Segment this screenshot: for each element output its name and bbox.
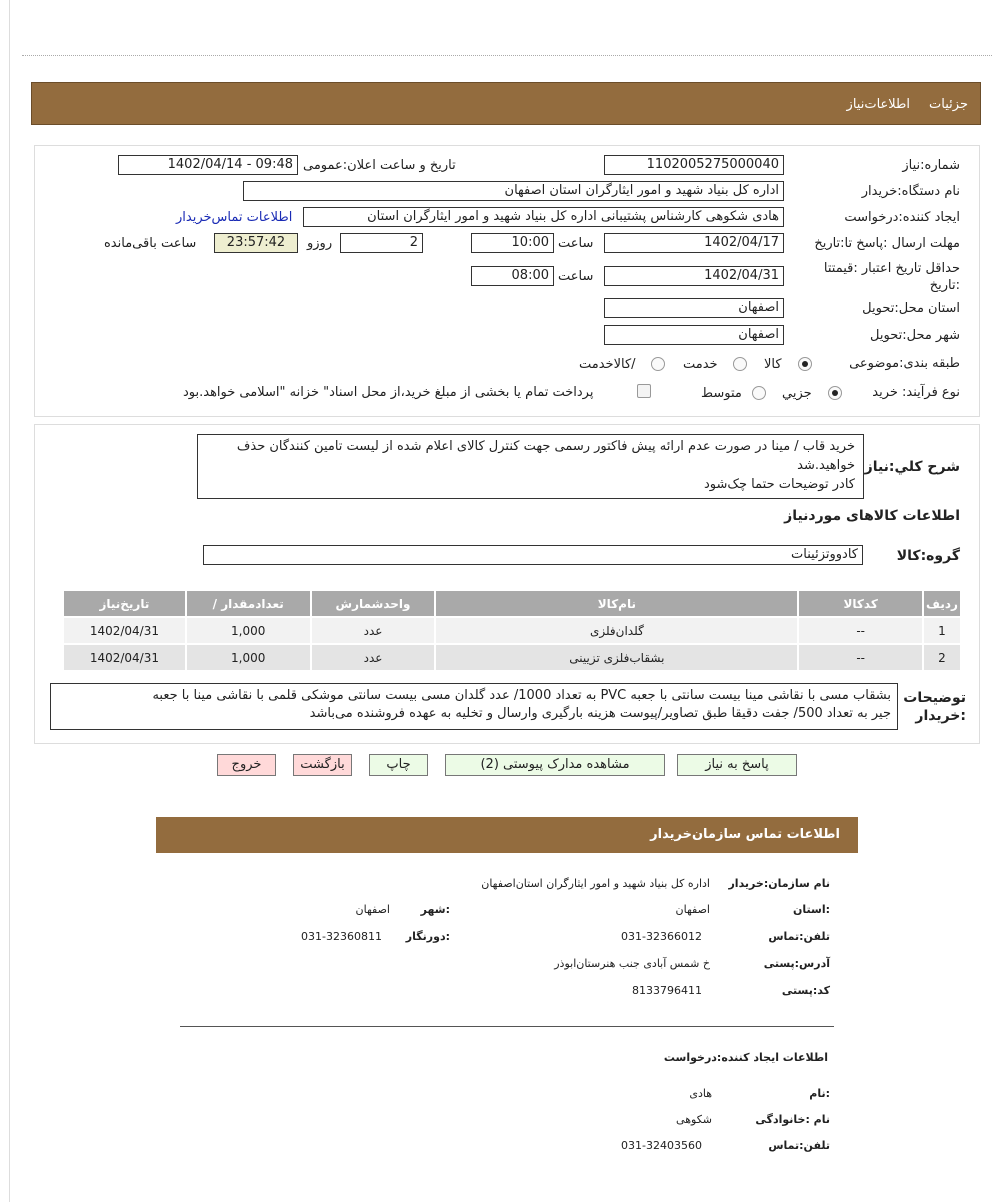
creator-label: ایجاد کننده:درخواست	[844, 210, 960, 225]
province-field: اصفهان	[604, 298, 784, 318]
creator-family-value: شکوهی	[676, 1113, 712, 1126]
category-radio-goods-service[interactable]	[651, 357, 665, 371]
remaining-timer: 23:57:42	[214, 233, 298, 253]
contact-province-label: :استان	[793, 903, 830, 916]
validity-label-line2: :تاریخ	[929, 278, 960, 293]
process-option-medium: متوسط	[701, 386, 742, 401]
contact-fax-value: 031-32360811	[301, 930, 382, 943]
deadline-time-label: ساعت	[558, 236, 594, 251]
view-attachments-button[interactable]: مشاهده مدارک پیوستی (2)	[445, 754, 665, 776]
goods-group-field: کادووتزئینات	[203, 545, 863, 565]
goods-group-label: گروه:کالا	[896, 548, 960, 564]
creator-field: هادی شکوهی کارشناس پشتیبانی اداره کل بنیاد شهید و امور ایثارگران استان	[303, 207, 784, 227]
reply-button[interactable]: پاسخ به نیاز	[677, 754, 797, 776]
deadline-date-field: 1402/04/17	[604, 233, 784, 253]
print-button[interactable]: چاپ	[369, 754, 428, 776]
exit-button[interactable]: خروج	[217, 754, 276, 776]
cell-quantity: 1,000	[186, 617, 311, 644]
buyer-org-label: نام دستگاه:خریدار	[861, 184, 960, 199]
contact-divider	[180, 1026, 834, 1027]
category-option-goods: کالا	[764, 357, 782, 372]
description-box	[197, 434, 864, 499]
process-radio-medium[interactable]	[752, 386, 766, 400]
announce-datetime-field: 1402/04/14 - 09:48	[118, 155, 298, 175]
contact-org-value: اداره کل بنیاد شهید و امور ایثارگران استان‌اصفهان	[481, 877, 710, 890]
category-radio-service[interactable]	[733, 357, 747, 371]
category-option-service: خدمت	[683, 357, 718, 372]
contact-fax-label: :دورنگار	[405, 930, 450, 943]
back-button[interactable]: بازگشت	[293, 754, 352, 776]
contact-province-value: اصفهان	[675, 903, 710, 916]
process-label: نوع فرآیند: خرید	[872, 385, 960, 400]
col-item-code: کدکالا	[798, 590, 923, 617]
process-option-minor: جزيي	[782, 386, 812, 401]
creator-info-title: اطلاعات ایجاد کننده:درخواست	[663, 1051, 828, 1064]
details-header-bar	[31, 82, 981, 125]
cell-item-code: --	[798, 617, 923, 644]
contact-postal-label: کد:پستی	[781, 984, 830, 997]
top-dotted-divider	[22, 55, 992, 56]
goods-table	[62, 589, 962, 672]
category-option-goods-service: /کالاخدمت	[579, 357, 636, 372]
cell-row: 2	[923, 644, 961, 671]
buyer-org-field: اداره کل بنیاد شهید و امور ایثارگران استان اصفهان	[243, 181, 784, 201]
need-number-label: شماره:نیاز	[902, 158, 960, 173]
col-need-date: تاریخ‌نیاز	[63, 590, 186, 617]
page-left-border	[9, 0, 10, 1202]
cell-quantity: 1,000	[186, 644, 311, 671]
category-radio-goods[interactable]	[798, 357, 812, 371]
process-radio-minor[interactable]	[828, 386, 842, 400]
category-label: طبقه بندی:موضوعی	[849, 356, 960, 371]
col-row: ردیف	[923, 590, 961, 617]
description-line-1: خرید قاب / مینا در صورت عدم ارائه پیش فاکتور رسمی جهت کنترل کالای اعلام شده از لیست تامین کنندگان حذف	[236, 439, 855, 454]
deadline-time-field: 10:00	[471, 233, 554, 253]
announce-label: تاریخ و ساعت اعلان:عمومی	[303, 158, 456, 173]
contact-phone-label: تلفن:تماس	[768, 930, 830, 943]
table-row	[63, 644, 961, 671]
need-number-field: 1102005275000040	[604, 155, 784, 175]
goods-section-title: اطلاعات کالاهای موردنیاز	[784, 508, 960, 524]
cell-item-name: بشقاب‌فلزی تزیینی	[435, 644, 798, 671]
table-row	[63, 617, 961, 644]
cell-item-code: --	[798, 644, 923, 671]
contact-address-value: خ شمس آبادی جنب هنرستان‌ابوذر	[554, 957, 710, 970]
col-item-name: نام‌کالا	[435, 590, 798, 617]
cell-unit: عدد	[311, 617, 436, 644]
buyer-notes-box	[50, 683, 898, 730]
contact-postal-value: 8133796411	[632, 984, 702, 997]
tab-details[interactable]: جزئيات	[929, 97, 968, 112]
validity-date-field: 1402/04/31	[604, 266, 784, 286]
contact-address-label: آدرس:پستی	[763, 957, 830, 970]
contact-org-label: نام سازمان:خریدار	[728, 877, 830, 890]
goods-table-header	[63, 590, 961, 617]
buyer-notes-label-line1: توضیحات	[903, 690, 966, 706]
validity-time-label: ساعت	[558, 269, 594, 284]
description-line-2: خواهید.شد	[797, 458, 855, 473]
cell-unit: عدد	[311, 644, 436, 671]
buyer-notes-line-1: بشقاب مسی با نقاشی مینا بیست سانتی با جعبه PVC به تعداد 1000/ عدد گلدان مسی بیست سانتی موشکی قلمی با نقاشی مینا با جعبه	[152, 688, 891, 703]
validity-time-field: 08:00	[471, 266, 554, 286]
creator-name-value: هادی	[689, 1087, 712, 1100]
cell-need-date: 1402/04/31	[63, 617, 186, 644]
city-field: اصفهان	[604, 325, 784, 345]
description-line-3: کادر توضیحات حتما چک‌شود	[703, 477, 855, 492]
contact-city-value: اصفهان	[355, 903, 390, 916]
cell-row: 1	[923, 617, 961, 644]
buyer-contact-header	[156, 817, 858, 853]
tab-need-info[interactable]: اطلاعات‌نیاز	[846, 97, 910, 112]
buyer-contact-title: اطلاعات تماس سازمان‌خریدار	[650, 827, 840, 842]
buyer-notes-line-2: جیر به تعداد 500/ جفت دقیقا طبق تصاویر/پیوست هزینه بارگیری وارسال و تخلیه به عهده فروشنده می‌باشد	[309, 706, 891, 721]
creator-name-label: :نام	[809, 1087, 830, 1100]
contact-city-label: :شهر	[420, 903, 450, 916]
buyer-contact-link[interactable]: اطلاعات تماس‌خریدار	[176, 210, 293, 225]
cell-item-name: گلدان‌فلزی	[435, 617, 798, 644]
remaining-label: ساعت باقی‌مانده	[104, 236, 197, 251]
city-label: شهر محل:تحویل	[870, 328, 960, 343]
validity-label-line1: حداقل تاریخ اعتبار :قیمتتا	[823, 261, 960, 276]
days-label: روزو	[307, 236, 333, 251]
col-unit: واحدشمارش	[311, 590, 436, 617]
col-quantity: / تعدادمقدار	[186, 590, 311, 617]
province-label: استان محل:تحویل	[862, 301, 960, 316]
creator-family-label: نام :خانوادگی	[755, 1113, 830, 1126]
description-label: شرح کلي:نياز	[864, 459, 960, 475]
days-field: 2	[340, 233, 423, 253]
contact-phone-value: 031-32366012	[621, 930, 702, 943]
creator-phone-value: 031-32403560	[621, 1139, 702, 1152]
buyer-notes-label-line2: :خریدار	[915, 708, 966, 724]
treasury-payment-note: پرداخت تمام یا بخشی از مبلغ خرید،از محل اسناد" خزانه "اسلامی خواهد.بود	[183, 385, 594, 400]
cell-need-date: 1402/04/31	[63, 644, 186, 671]
creator-phone-label: تلفن:تماس	[768, 1139, 830, 1152]
deadline-label: مهلت ارسال :پاسخ تا:تاریخ	[814, 236, 960, 251]
treasury-payment-checkbox[interactable]	[637, 384, 651, 398]
